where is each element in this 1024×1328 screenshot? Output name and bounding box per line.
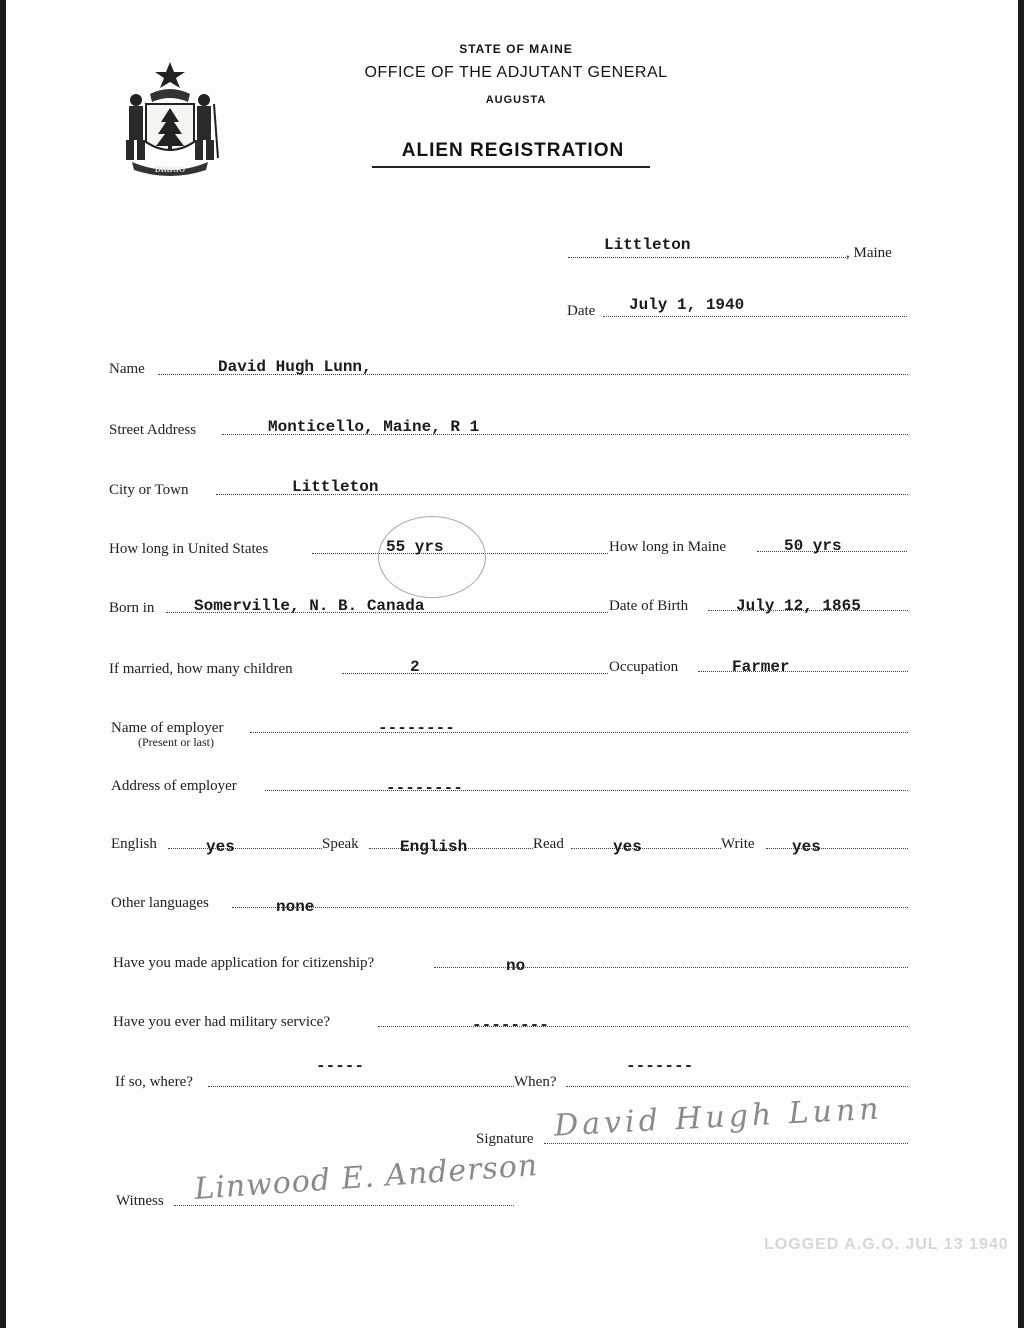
military-label: Have you ever had military service?	[113, 1014, 330, 1030]
english-line	[168, 848, 322, 849]
street-value: Monticello, Maine, R 1	[268, 418, 480, 436]
children-value: 2	[410, 658, 420, 676]
maine-state-seal-icon	[114, 58, 226, 182]
how-long-maine-value: 50 yrs	[784, 537, 842, 555]
city-heading: AUGUSTA	[485, 94, 547, 106]
pencil-circle-mark	[378, 516, 486, 598]
born-in-label: Born in	[109, 600, 155, 616]
when-value: -------	[626, 1057, 694, 1075]
title-underline	[372, 166, 650, 168]
employer-sublabel: (Present or last)	[138, 735, 214, 749]
when-line	[566, 1086, 908, 1087]
employer-address-label: Address of employer	[111, 778, 237, 794]
witness-value: Linwood E. Anderson	[193, 1148, 540, 1207]
date-label: Date	[567, 303, 596, 319]
write-value: yes	[792, 838, 821, 856]
speak-value: English	[400, 838, 468, 856]
military-value: --------	[472, 1016, 549, 1034]
children-label: If married, how many children	[109, 661, 293, 677]
registration-form	[6, 0, 1018, 1328]
employer-address-value: --------	[386, 779, 463, 797]
read-label: Read	[533, 836, 564, 852]
svg-text:DIRIGO: DIRIGO	[154, 165, 186, 174]
how-long-us-label: How long in United States	[109, 541, 269, 557]
maine-suffix-label: , Maine	[846, 245, 892, 261]
employer-value: --------	[378, 719, 455, 737]
how-long-maine-label: How long in Maine	[609, 539, 727, 555]
signature-value: David Hugh Lunn	[553, 1091, 884, 1144]
date-value: July 1, 1940	[629, 296, 745, 314]
employer-label: Name of employer	[111, 720, 224, 736]
children-line	[342, 673, 608, 674]
occupation-line	[698, 671, 908, 672]
witness-label: Witness	[116, 1193, 164, 1209]
date-line	[603, 316, 907, 317]
city-value: Littleton	[292, 478, 379, 496]
write-label: Write	[721, 836, 755, 852]
occupation-value: Farmer	[732, 658, 790, 676]
citizenship-value: no	[506, 957, 526, 975]
dob-label: Date of Birth	[609, 598, 689, 614]
state-heading: STATE OF MAINE	[459, 42, 573, 56]
where-line	[208, 1086, 514, 1087]
office-heading: OFFICE OF THE ADJUTANT GENERAL	[364, 64, 668, 81]
speak-label: Speak	[322, 836, 359, 852]
employer-line	[250, 732, 908, 733]
signature-label: Signature	[476, 1131, 534, 1147]
english-label: English	[111, 836, 157, 852]
how-long-us-value: 55 yrs	[386, 538, 444, 556]
city-label: City or Town	[109, 482, 189, 498]
name-label: Name	[109, 361, 145, 377]
received-stamp: LOGGED A.G.O. JUL 13 1940	[764, 1236, 1009, 1253]
other-languages-value: none	[276, 898, 315, 916]
name-value: David Hugh Lunn,	[218, 358, 372, 376]
employer-address-line	[265, 790, 908, 791]
read-line	[571, 848, 721, 849]
other-languages-line	[232, 907, 908, 908]
where-label: If so, where?	[115, 1074, 193, 1090]
when-label: When?	[514, 1074, 557, 1090]
occupation-label: Occupation	[609, 659, 679, 675]
where-value: -----	[316, 1057, 365, 1075]
other-languages-label: Other languages	[111, 895, 209, 911]
dob-value: July 12, 1865	[736, 597, 861, 615]
witness-line	[174, 1205, 514, 1206]
citizenship-label: Have you made application for citizenship?	[113, 955, 375, 971]
write-line	[766, 848, 908, 849]
military-line	[378, 1026, 908, 1027]
signature-line	[544, 1143, 908, 1144]
english-value: yes	[206, 838, 235, 856]
street-label: Street Address	[109, 422, 197, 438]
read-value: yes	[613, 838, 642, 856]
town-line	[568, 257, 846, 258]
born-in-value: Somerville, N. B. Canada	[194, 597, 425, 615]
town-value: Littleton	[604, 236, 691, 254]
form-title: ALIEN REGISTRATION	[401, 140, 625, 161]
